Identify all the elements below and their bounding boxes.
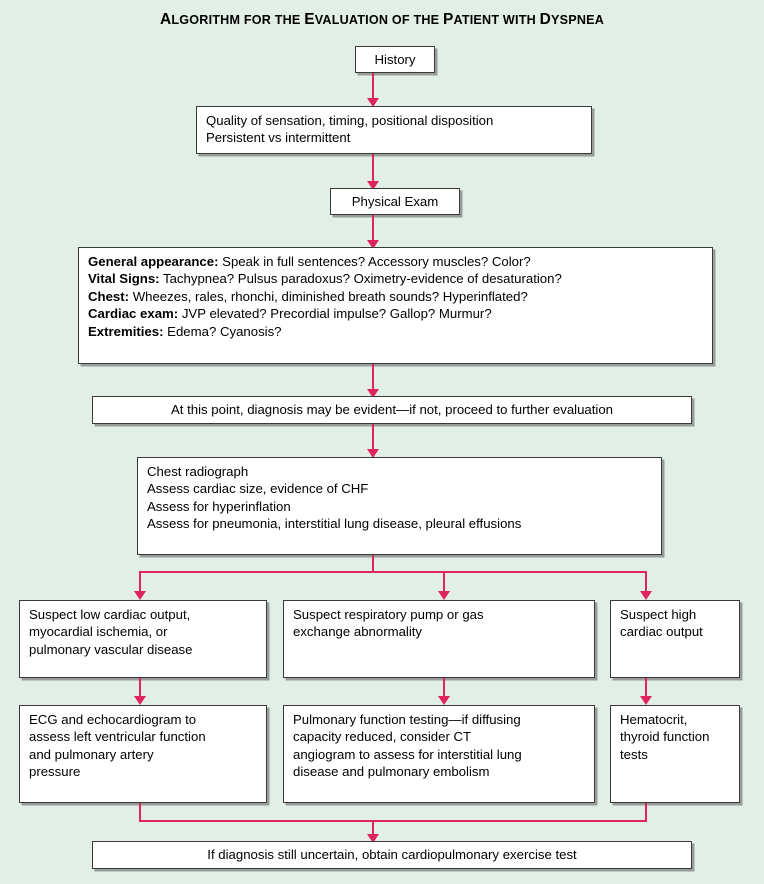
connector-final-bus [139,820,647,822]
node-hematocrit-thyroid [610,705,740,803]
node-suspect-high-cardiac-output [610,600,740,678]
radiograph-line-1: Chest radiograph [147,464,249,479]
radiograph-line-4: Assess for pneumonia, interstitial lung disease, pleural effusions [147,516,522,532]
connector-exam-to-findings [372,215,374,243]
node-history-label: History [374,52,416,67]
node-physical-exam [330,188,460,215]
test-middle-line-4: disease and pulmonary embolism [293,764,490,780]
title-part-3: PATIENT WITH [442,11,540,28]
finding-vital-signs: Vital Signs: Tachypnea? Pulsus paradoxus? Oximetry-evidence of desaturation? [88,271,562,287]
node-suspect-respiratory-pump [283,600,595,678]
connector-history-to-detail [372,73,374,101]
test-right-line-2: thyroid function [620,729,710,745]
node-diagnosis-point [92,396,692,424]
arrowhead-right-branch-to-test [640,696,652,705]
test-middle-line-3: angiogram to assess for interstitial lung [293,746,522,762]
node-history [355,46,435,73]
finding-cardiac-exam: Cardiac exam: JVP elevated? Precordial impulse? Gallop? Murmur? [88,306,492,322]
node-history-detail [196,106,592,154]
test-middle-line-2: capacity reduced, consider CT [293,729,472,745]
node-diagnosis-point-label: At this point, diagnosis may be evident—if not, proceed to further evaluation [170,402,614,417]
test-left-line-1: ECG and echocardiogram to [29,712,197,727]
test-middle-line-1: Pulmonary function testing—if diffusing [293,712,521,727]
node-ecg-echocardiogram [19,705,267,803]
connector-diagnosis-to-radiograph [372,424,374,452]
test-left-line-3: and pulmonary artery [29,746,154,762]
test-left-line-4: pressure [29,764,81,780]
arrowhead-branch-middle [438,591,450,600]
node-final-label: If diagnosis still uncertain, obtain cardiopulmonary exercise test [207,847,577,862]
node-physical-exam-label: Physical Exam [351,194,439,209]
node-suspect-low-cardiac-output [19,600,267,678]
node-history-detail-line-2: Persistent vs intermittent [206,130,351,146]
arrowhead-left-branch-to-test [134,696,146,705]
arrowhead-middle-branch-to-test [438,696,450,705]
title-part-4: DYSPNEA [539,11,605,28]
branch-left-line-3: pulmonary vascular disease [29,641,193,657]
arrowhead-branch-right [640,591,652,600]
branch-left-line-2: myocardial ischemia, or [29,624,168,640]
finding-chest: Chest: Wheezes, rales, rhonchi, diminished breath sounds? Hyperinflated? [88,288,528,304]
branch-right-line-1: Suspect high [620,607,697,622]
page-title [0,11,764,29]
finding-general-appearance: General appearance: Speak in full sentences? Accessory muscles? Color? [88,254,531,269]
node-history-detail-line-1: Quality of sensation, timing, positional disposition [206,113,494,128]
title-part-2: EVALUATION OF THE [304,11,443,28]
connector-detail-to-exam [372,154,374,184]
finding-extremities: Extremities: Edema? Cyanosis? [88,323,282,339]
test-left-line-2: assess left ventricular function [29,729,206,745]
node-final-exercise-test [92,841,692,869]
node-pulmonary-function-testing [283,705,595,803]
branch-middle-line-1: Suspect respiratory pump or gas [293,607,484,622]
test-right-line-1: Hematocrit, [620,712,688,727]
branch-middle-line-2: exchange abnormality [293,624,423,640]
node-chest-radiograph [137,457,662,555]
node-exam-findings [78,247,713,364]
title-part-1: ALGORITHM FOR THE [159,11,305,28]
radiograph-line-3: Assess for hyperinflation [147,498,291,514]
arrowhead-branch-left [134,591,146,600]
branch-left-line-1: Suspect low cardiac output, [29,607,191,622]
radiograph-line-2: Assess cardiac size, evidence of CHF [147,481,369,497]
test-right-line-3: tests [620,746,648,762]
connector-findings-to-diagnosis [372,364,374,392]
branch-right-line-2: cardiac output [620,624,703,640]
connector-branch-bus [139,571,647,573]
